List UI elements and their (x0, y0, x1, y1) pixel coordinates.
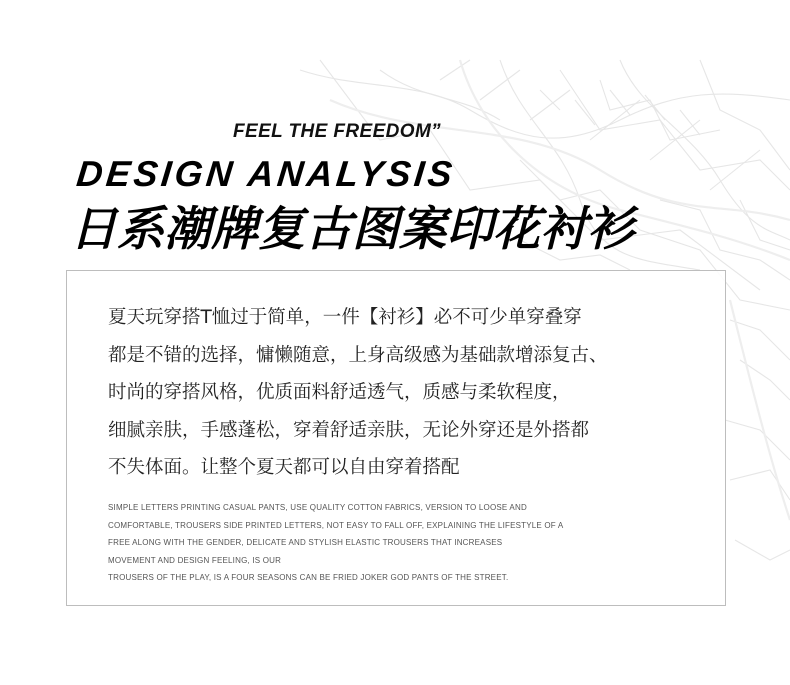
english-line: FREE ALONG WITH THE GENDER, DELICATE AND STYLISH ELASTIC TROUSERS THAT INCREASES (108, 538, 503, 547)
design-analysis-heading: DESIGN ANALYSIS (74, 153, 458, 194)
english-line: COMFORTABLE, TROUSERS SIDE PRINTED LETTERS, NOT EASY TO FALL OFF, EXPLAINING THE LIFESTYLE OF A (108, 520, 564, 530)
description-line: 不失体面。让整个夏天都可以自由穿着搭配 (108, 457, 460, 478)
description-line: 时尚的穿搭风格，优质面料舒适透气，质感与柔软程度， (108, 382, 571, 403)
english-description (108, 499, 708, 587)
slogan-kicker: FEEL THE FREEDOM” (233, 121, 442, 142)
english-line: TROUSERS OF THE PLAY, IS A FOUR SEASONS CAN BE FRIED JOKER GOD PANTS OF THE STREET. (108, 573, 509, 582)
description-line: 都是不错的选择，慵懒随意，上身高级感为基础款增添复古、 (108, 344, 608, 366)
english-line: SIMPLE LETTERS PRINTING CASUAL PANTS, USE QUALITY COTTON FABRICS, VERSION TO LOOSE AND (108, 503, 527, 512)
chinese-description (108, 299, 708, 487)
description-line: 细腻亲肤，手感蓬松，穿着舒适亲肤，无论外穿还是外搭都 (108, 419, 590, 441)
english-line: MOVEMENT AND DESIGN FEELING, IS OUR (108, 555, 282, 565)
description-line: 夏天玩穿搭T恤过于简单，一件【衬衫】必不可少单穿叠穿 (108, 307, 582, 328)
product-title: 日系潮牌复古图案印花衬衫 (70, 202, 634, 257)
